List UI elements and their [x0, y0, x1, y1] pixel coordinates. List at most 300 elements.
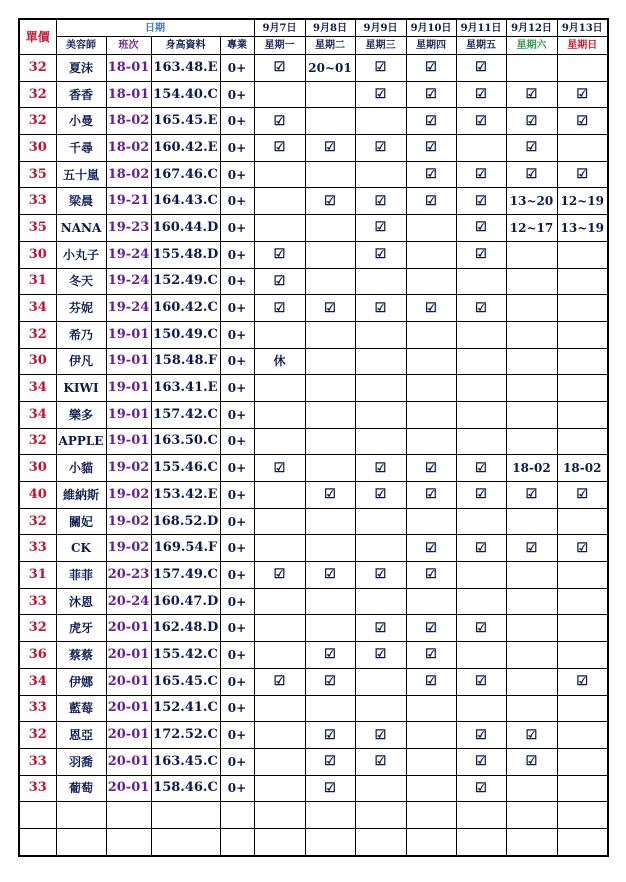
day-cell: [456, 482, 506, 509]
stylist-name-cell: APPLE: [56, 428, 106, 455]
date-header-cell: 9月9日: [355, 19, 406, 37]
day-cell: [456, 615, 506, 642]
date-header-cell: 9月10日: [406, 19, 456, 37]
day-cell: [355, 161, 406, 188]
class-cell: 19-01: [106, 375, 151, 402]
table-row: [19, 615, 608, 642]
height-cell: 155.42.C: [151, 642, 220, 669]
day-cell: [254, 428, 305, 455]
day-cell: 18-02: [506, 455, 557, 482]
day-cell: [355, 775, 406, 802]
stylist-name-cell: 小曼: [56, 108, 106, 135]
empty-cell: [557, 828, 608, 855]
checkbox-checked-icon: ☑: [576, 87, 589, 103]
day-cell: [456, 321, 506, 348]
checkbox-checked-icon: ☑: [425, 87, 437, 103]
height-cell: 155.48.D: [151, 241, 220, 268]
day-cell: [254, 81, 305, 108]
checkbox-checked-icon: ☑: [576, 167, 589, 183]
day-cell: [557, 482, 608, 509]
weekday-header: 星期四: [406, 37, 456, 55]
checkbox-checked-icon: ☑: [324, 140, 336, 156]
stylist-header: 美容師: [56, 37, 106, 55]
height-header: 身高資料: [151, 37, 220, 55]
day-cell: [254, 55, 305, 82]
class-cell: 19-02: [106, 455, 151, 482]
day-cell: [456, 668, 506, 695]
table-row: [19, 401, 608, 428]
day-cell: [557, 642, 608, 669]
height-cell: 172.52.C: [151, 722, 220, 749]
table-row: [19, 668, 608, 695]
day-cell: [355, 215, 406, 242]
empty-cell: [254, 802, 305, 829]
day-cell: [355, 135, 406, 162]
spec-cell: 0+: [220, 642, 254, 669]
day-cell: [406, 668, 456, 695]
date-header-cell: 9月7日: [254, 19, 305, 37]
empty-cell: [305, 828, 355, 855]
day-cell: [305, 135, 355, 162]
spec-cell: 0+: [220, 428, 254, 455]
height-cell: 160.42.E: [151, 135, 220, 162]
stylist-name-cell: 沐恩: [56, 588, 106, 615]
day-cell: [254, 668, 305, 695]
day-cell: [406, 55, 456, 82]
stylist-name-cell: 五十嵐: [56, 161, 106, 188]
day-cell: [254, 535, 305, 562]
checkbox-checked-icon: ☑: [576, 674, 589, 690]
day-cell: [305, 375, 355, 402]
day-cell: [355, 428, 406, 455]
day-cell: [355, 401, 406, 428]
day-cell: [557, 722, 608, 749]
spec-cell: 0+: [220, 348, 254, 375]
checkbox-checked-icon: ☑: [425, 60, 437, 76]
day-cell: [406, 321, 456, 348]
checkbox-checked-icon: ☑: [273, 60, 286, 76]
day-cell: [456, 428, 506, 455]
day-cell: [355, 642, 406, 669]
day-cell: 休: [254, 348, 305, 375]
day-cell: [456, 508, 506, 535]
checkbox-checked-icon: ☑: [273, 567, 286, 583]
day-cell: [506, 695, 557, 722]
class-cell: 19-24: [106, 268, 151, 295]
empty-cell: [56, 828, 106, 855]
price-cell: 32: [19, 321, 56, 348]
empty-row: [19, 828, 608, 855]
day-cell: [254, 455, 305, 482]
day-cell: [305, 321, 355, 348]
price-cell: 33: [19, 748, 56, 775]
day-cell: [355, 668, 406, 695]
checkbox-checked-icon: ☑: [475, 674, 487, 690]
day-cell: [456, 55, 506, 82]
class-cell: 20-23: [106, 562, 151, 589]
checkbox-checked-icon: ☑: [425, 167, 437, 183]
day-cell: 13~19: [557, 215, 608, 242]
spec-cell: 0+: [220, 268, 254, 295]
class-cell: 20-01: [106, 722, 151, 749]
class-cell: 18-02: [106, 135, 151, 162]
checkbox-checked-icon: ☑: [273, 460, 286, 476]
height-cell: 169.54.F: [151, 535, 220, 562]
day-cell: [406, 295, 456, 322]
stylist-name-cell: KIWI: [56, 375, 106, 402]
price-cell: 32: [19, 55, 56, 82]
spec-cell: 0+: [220, 295, 254, 322]
stylist-name-cell: 菲菲: [56, 562, 106, 589]
height-cell: 152.41.C: [151, 695, 220, 722]
stylist-name-cell: 冬天: [56, 268, 106, 295]
day-cell: [456, 188, 506, 215]
day-cell: [506, 268, 557, 295]
day-cell: [406, 775, 456, 802]
day-cell: [456, 268, 506, 295]
table-row: [19, 482, 608, 509]
weekday-header-saturday: 星期六: [506, 37, 557, 55]
day-cell: [506, 241, 557, 268]
empty-cell: [506, 802, 557, 829]
table-row: [19, 241, 608, 268]
spec-cell: 0+: [220, 695, 254, 722]
checkbox-checked-icon: ☑: [374, 567, 387, 583]
price-cell: 33: [19, 188, 56, 215]
checkbox-checked-icon: ☑: [475, 540, 487, 556]
day-cell: [557, 161, 608, 188]
day-cell: [305, 535, 355, 562]
day-cell: [506, 508, 557, 535]
day-cell: [355, 722, 406, 749]
spec-cell: 0+: [220, 535, 254, 562]
day-cell: [254, 161, 305, 188]
checkbox-checked-icon: ☑: [525, 167, 538, 183]
table-row: [19, 321, 608, 348]
stylist-name-cell: 希乃: [56, 321, 106, 348]
class-cell: 19-01: [106, 348, 151, 375]
day-cell: 18-02: [557, 455, 608, 482]
class-cell: 19-24: [106, 241, 151, 268]
day-cell: [506, 775, 557, 802]
table-row: [19, 588, 608, 615]
stylist-name-cell: 羽喬: [56, 748, 106, 775]
empty-cell: [106, 828, 151, 855]
day-cell: [506, 81, 557, 108]
checkbox-checked-icon: ☑: [374, 487, 387, 503]
day-cell: [506, 668, 557, 695]
spec-cell: 0+: [220, 775, 254, 802]
price-cell: 30: [19, 241, 56, 268]
stylist-name-cell: 樂多: [56, 401, 106, 428]
height-cell: 158.46.C: [151, 775, 220, 802]
day-cell: [254, 588, 305, 615]
table-row: [19, 748, 608, 775]
day-cell: [456, 722, 506, 749]
checkbox-checked-icon: ☑: [576, 540, 589, 556]
empty-cell: [406, 802, 456, 829]
weekday-header-sunday: 星期日: [557, 37, 608, 55]
checkbox-checked-icon: ☑: [425, 674, 437, 690]
day-cell: [506, 482, 557, 509]
day-cell: [456, 348, 506, 375]
table-row: [19, 215, 608, 242]
weekday-header: 星期五: [456, 37, 506, 55]
day-cell: [305, 161, 355, 188]
spec-header: 專業: [220, 37, 254, 55]
table-row: [19, 55, 608, 82]
spec-cell: 0+: [220, 135, 254, 162]
checkbox-checked-icon: ☑: [475, 113, 487, 129]
spec-cell: 0+: [220, 188, 254, 215]
table-row: [19, 508, 608, 535]
day-cell: [254, 135, 305, 162]
day-cell: [506, 135, 557, 162]
checkbox-checked-icon: ☑: [324, 487, 336, 503]
day-cell: [355, 455, 406, 482]
day-cell: [355, 615, 406, 642]
day-cell: [557, 588, 608, 615]
weekday-header: 星期三: [355, 37, 406, 55]
day-cell: [406, 455, 456, 482]
day-cell: [305, 668, 355, 695]
day-cell: [355, 348, 406, 375]
day-cell: [254, 775, 305, 802]
day-cell: [254, 108, 305, 135]
day-cell: [456, 535, 506, 562]
table-row: [19, 775, 608, 802]
checkbox-checked-icon: ☑: [273, 247, 286, 263]
table-row: [19, 135, 608, 162]
day-cell: [557, 668, 608, 695]
day-cell: [305, 775, 355, 802]
day-cell: [355, 188, 406, 215]
empty-cell: [220, 828, 254, 855]
day-cell: [406, 482, 456, 509]
day-cell: [254, 748, 305, 775]
day-cell: [506, 748, 557, 775]
stylist-name-cell: CK: [56, 535, 106, 562]
day-cell: [506, 161, 557, 188]
price-cell: 34: [19, 401, 56, 428]
class-cell: 18-02: [106, 108, 151, 135]
day-cell: [305, 482, 355, 509]
checkbox-checked-icon: ☑: [475, 87, 487, 103]
day-cell: [406, 375, 456, 402]
day-cell: [305, 108, 355, 135]
table-row: [19, 81, 608, 108]
price-cell: 34: [19, 375, 56, 402]
day-cell: [305, 268, 355, 295]
empty-cell: [56, 802, 106, 829]
stylist-name-cell: 芬妮: [56, 295, 106, 322]
day-cell: [254, 642, 305, 669]
price-cell: 36: [19, 642, 56, 669]
day-cell: [456, 241, 506, 268]
date-header-cell: 9月12日: [506, 19, 557, 37]
day-cell: [557, 428, 608, 455]
height-cell: 164.43.C: [151, 188, 220, 215]
stylist-name-cell: 小貓: [56, 455, 106, 482]
day-cell: [557, 348, 608, 375]
class-cell: 20-01: [106, 615, 151, 642]
checkbox-checked-icon: ☑: [475, 620, 487, 636]
day-cell: [305, 428, 355, 455]
class-cell: 18-01: [106, 81, 151, 108]
weekday-header: 星期二: [305, 37, 355, 55]
checkbox-checked-icon: ☑: [525, 727, 538, 743]
day-cell: [406, 268, 456, 295]
class-cell: 19-02: [106, 535, 151, 562]
weekday-header: 星期一: [254, 37, 305, 55]
checkbox-checked-icon: ☑: [425, 567, 437, 583]
class-cell: 18-01: [106, 55, 151, 82]
price-cell: 32: [19, 722, 56, 749]
day-cell: [254, 241, 305, 268]
height-cell: 158.48.F: [151, 348, 220, 375]
stylist-name-cell: 小丸子: [56, 241, 106, 268]
day-cell: [355, 55, 406, 82]
day-cell: [506, 588, 557, 615]
date-header-cell: 9月11日: [456, 19, 506, 37]
day-cell: [557, 775, 608, 802]
stylist-name-cell: 伊凡: [56, 348, 106, 375]
table-row: [19, 108, 608, 135]
spec-cell: 0+: [220, 508, 254, 535]
day-cell: [305, 401, 355, 428]
empty-cell: [254, 828, 305, 855]
checkbox-checked-icon: ☑: [425, 300, 437, 316]
checkbox-checked-icon: ☑: [374, 727, 387, 743]
day-cell: [456, 455, 506, 482]
day-cell: [506, 562, 557, 589]
stylist-name-cell: 千尋: [56, 135, 106, 162]
day-cell: [456, 161, 506, 188]
day-cell: [254, 375, 305, 402]
day-cell: [406, 348, 456, 375]
spec-cell: 0+: [220, 722, 254, 749]
date-header: 日期: [56, 19, 254, 37]
checkbox-checked-icon: ☑: [475, 247, 487, 263]
price-cell: 32: [19, 428, 56, 455]
stylist-name-cell: 香香: [56, 81, 106, 108]
spec-cell: 0+: [220, 668, 254, 695]
checkbox-checked-icon: ☑: [374, 620, 387, 636]
day-cell: [506, 428, 557, 455]
price-cell: 30: [19, 348, 56, 375]
class-cell: 19-02: [106, 482, 151, 509]
day-cell: [355, 241, 406, 268]
height-cell: 155.46.C: [151, 455, 220, 482]
schedule-body: [19, 19, 608, 856]
price-cell: 32: [19, 81, 56, 108]
table-row: [19, 722, 608, 749]
day-cell: [355, 535, 406, 562]
checkbox-checked-icon: ☑: [374, 247, 387, 263]
checkbox-checked-icon: ☑: [273, 113, 286, 129]
day-cell: [305, 508, 355, 535]
height-cell: 163.48.E: [151, 55, 220, 82]
spec-cell: 0+: [220, 81, 254, 108]
spec-cell: 0+: [220, 748, 254, 775]
date-header-cell: 9月13日: [557, 19, 608, 37]
checkbox-checked-icon: ☑: [374, 300, 387, 316]
day-cell: [355, 695, 406, 722]
day-cell: [254, 268, 305, 295]
header-row-columns: [19, 37, 608, 55]
day-cell: [406, 161, 456, 188]
day-cell: [557, 748, 608, 775]
day-cell: [506, 642, 557, 669]
day-cell: [305, 748, 355, 775]
day-cell: [355, 588, 406, 615]
spec-cell: 0+: [220, 161, 254, 188]
day-cell: [557, 241, 608, 268]
price-cell: 31: [19, 268, 56, 295]
checkbox-checked-icon: ☑: [324, 780, 336, 796]
height-cell: 152.49.C: [151, 268, 220, 295]
class-cell: 20-01: [106, 748, 151, 775]
day-cell: [406, 215, 456, 242]
stylist-name-cell: 蔡蔡: [56, 642, 106, 669]
day-cell: [557, 535, 608, 562]
empty-cell: [151, 802, 220, 829]
day-cell: [406, 535, 456, 562]
day-cell: [305, 722, 355, 749]
price-cell: 32: [19, 508, 56, 535]
checkbox-checked-icon: ☑: [374, 140, 387, 156]
class-cell: 20-01: [106, 642, 151, 669]
class-cell: 18-02: [106, 161, 151, 188]
day-cell: [557, 268, 608, 295]
day-cell: [506, 722, 557, 749]
day-cell: [406, 81, 456, 108]
day-cell: [456, 295, 506, 322]
day-cell: [456, 775, 506, 802]
checkbox-checked-icon: ☑: [374, 60, 387, 76]
empty-cell: [151, 828, 220, 855]
stylist-name-cell: 梁晨: [56, 188, 106, 215]
checkbox-checked-icon: ☑: [324, 754, 336, 770]
stylist-name-cell: 夏沫: [56, 55, 106, 82]
table-row: [19, 188, 608, 215]
day-cell: [456, 135, 506, 162]
day-cell: [406, 108, 456, 135]
table-row: [19, 268, 608, 295]
day-cell: [456, 588, 506, 615]
day-cell: [456, 401, 506, 428]
empty-cell: [557, 802, 608, 829]
checkbox-checked-icon: ☑: [273, 300, 286, 316]
class-header: 班次: [106, 37, 151, 55]
day-cell: [355, 562, 406, 589]
checkbox-checked-icon: ☑: [475, 60, 487, 76]
price-cell: 31: [19, 562, 56, 589]
price-cell: 40: [19, 482, 56, 509]
empty-row: [19, 802, 608, 829]
checkbox-checked-icon: ☑: [324, 300, 336, 316]
day-cell: [557, 615, 608, 642]
day-cell: [406, 588, 456, 615]
height-cell: 162.48.D: [151, 615, 220, 642]
checkbox-checked-icon: ☑: [425, 647, 437, 663]
price-cell: 30: [19, 135, 56, 162]
day-cell: [355, 508, 406, 535]
day-cell: [254, 295, 305, 322]
stylist-name-cell: 維納斯: [56, 482, 106, 509]
day-cell: [254, 615, 305, 642]
day-cell: [355, 81, 406, 108]
